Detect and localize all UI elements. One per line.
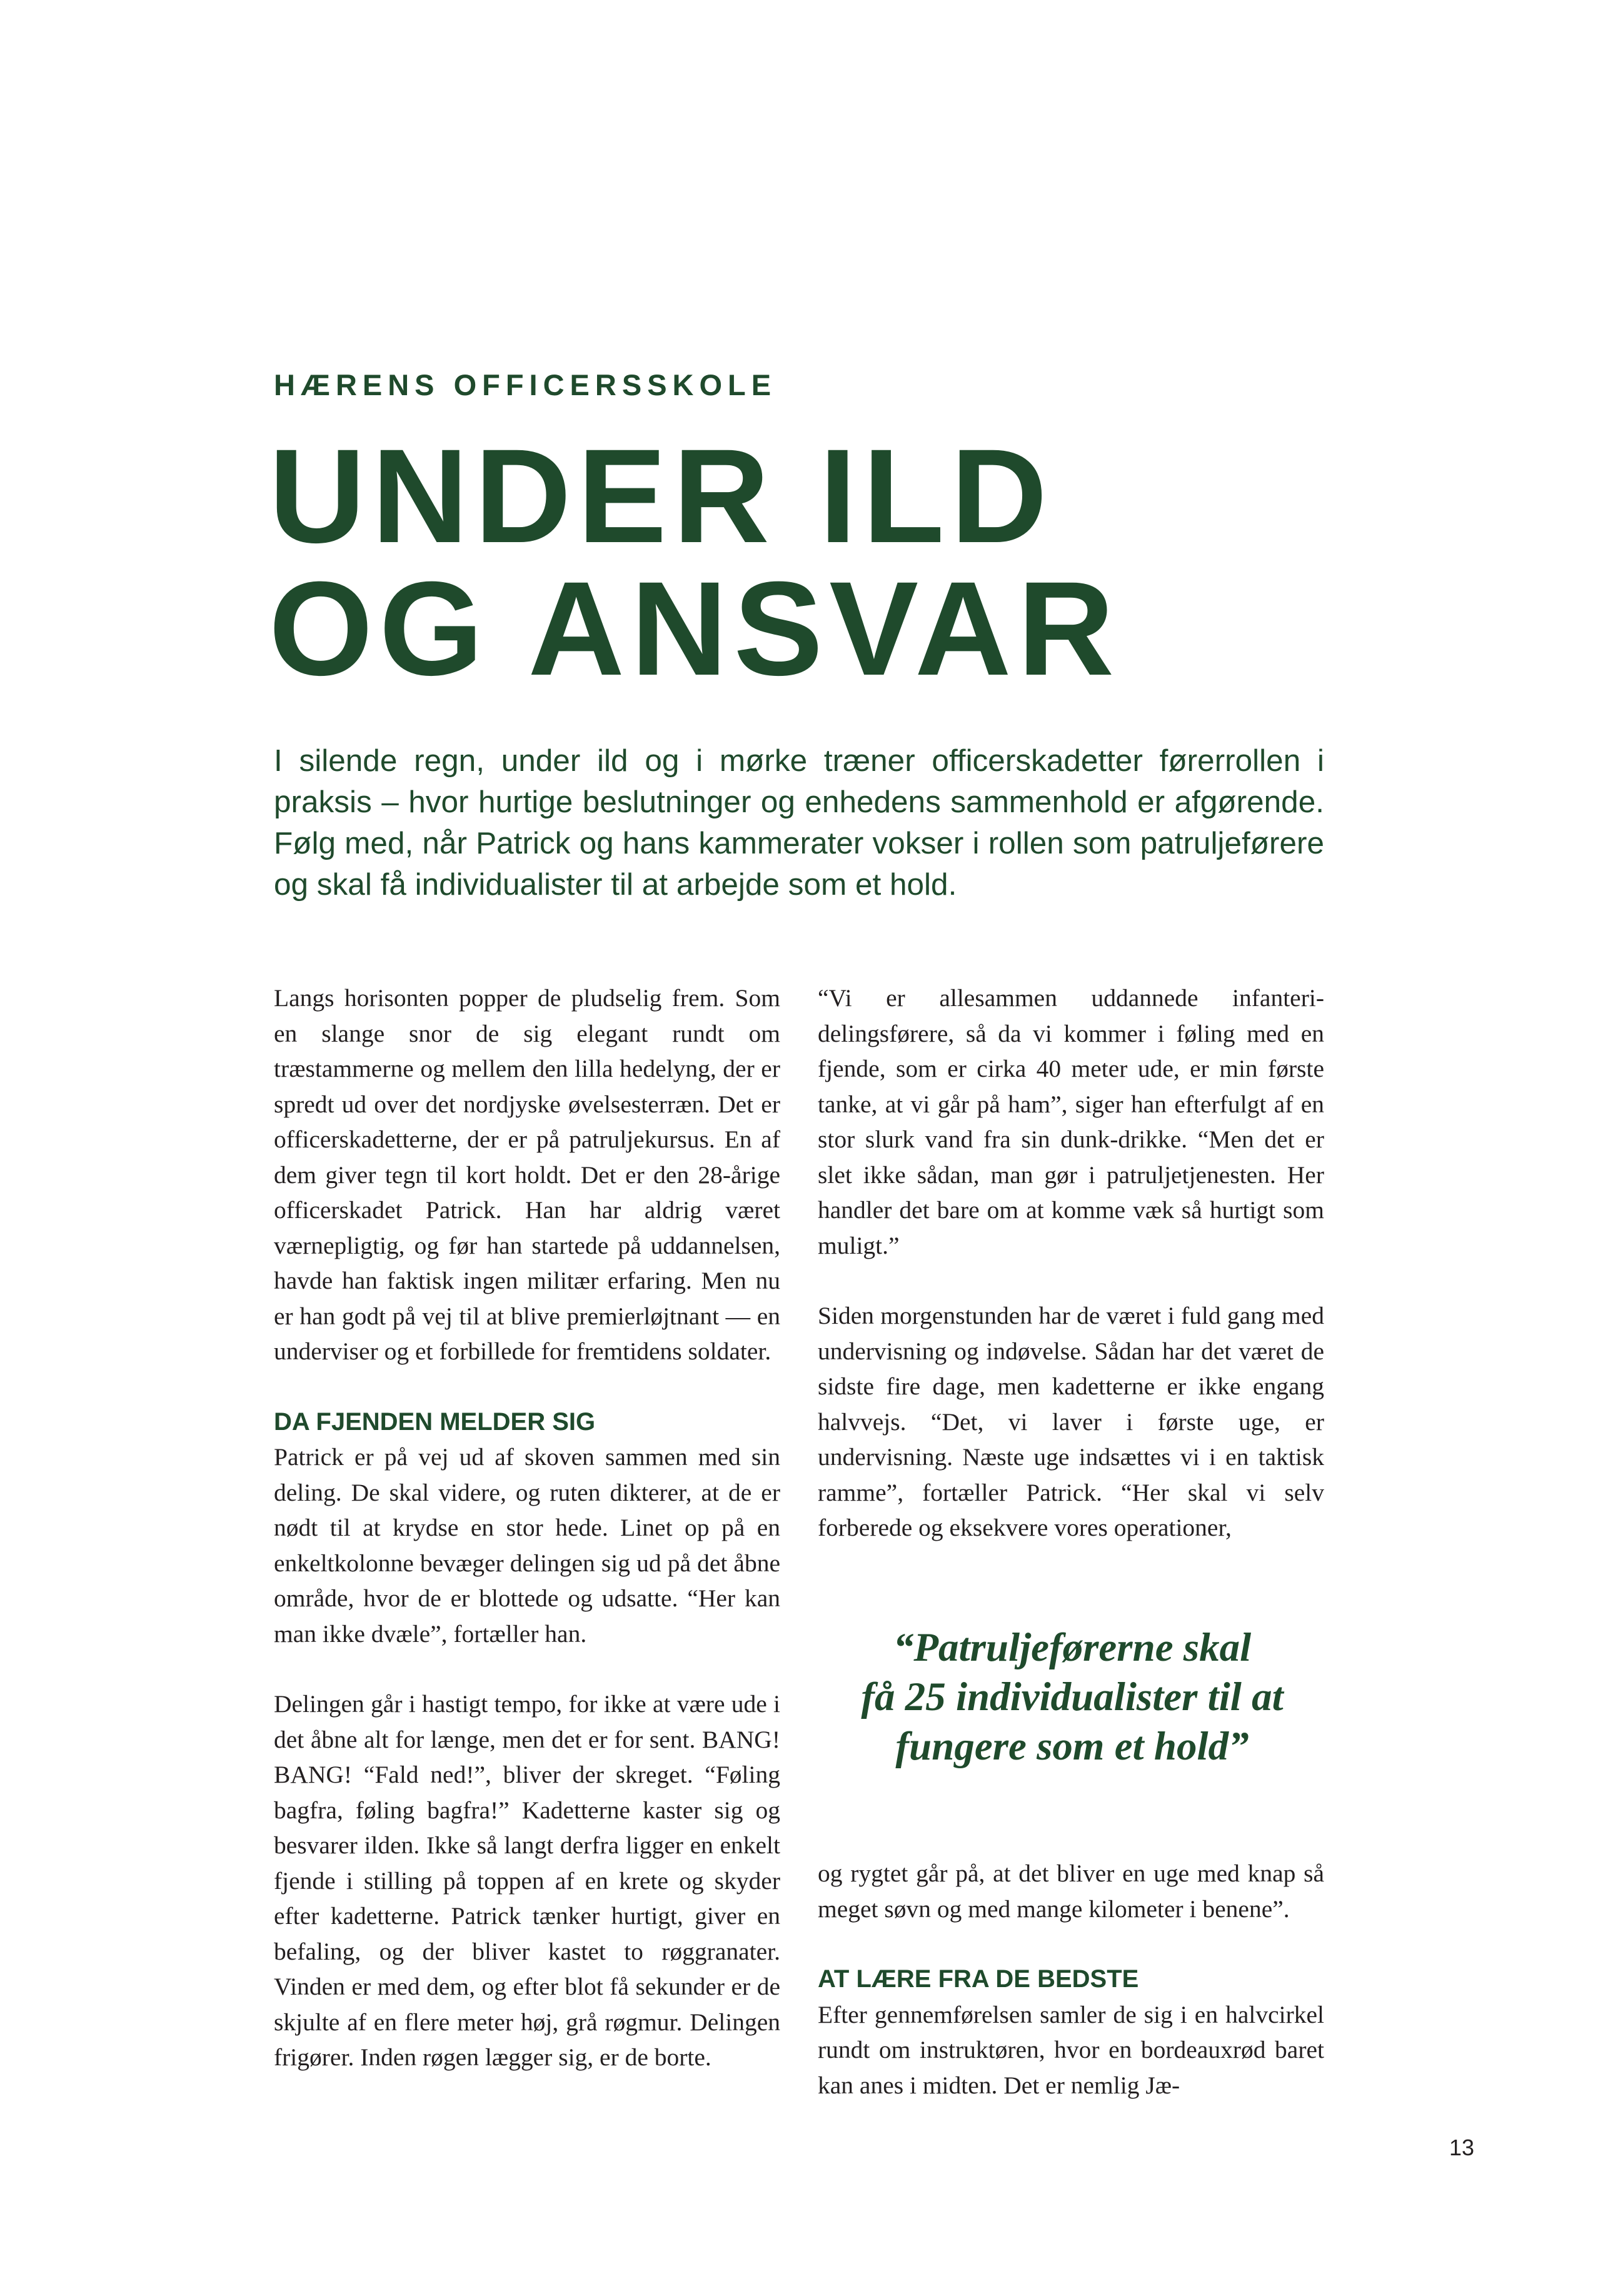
title-line-1: UNDER ILD (269, 421, 1054, 571)
body-paragraph: Delingen går i hastigt tempo, for ikke at være ude i det åbne alt for længe, men det er for sent. BANG! BANG! “Fald ned!”, bliver der skreget. “Føling bagfra, føling bagfra!” Kadetterne kaster sig og besvarer ilden. Ikke så langt derfra ligger en enkelt fjende i stilling på toppen af en krete og skyder efter kadetterne. Patrick tænker hurtigt, giver en befaling, og der bliver kastet to røggranater. Vinden er med dem, og efter blot få sekunder er de skjulte af en flere meter høj, grå røgmur. Delingen frigører. Inden røgen lægger sig, er de borte. (274, 1690, 780, 2071)
pull-quote-line: “Patruljeførerne skal (893, 1625, 1252, 1670)
body-paragraph: Langs horisonten popper de pludselig frem. Som en slange snor de sig elegant rundt om træstammerne og mellem den lilla hedelyng, der er spredt ud over det nordjyske øvelsesterræn. Det er officerskadetterne, der er på patruljekursus. En af dem giver tegn til kort holdt. Det er den 28-årige officerskadet Patrick. Han har aldrig været værnepligtig, og før han startede på uddannelsen, havde han faktisk ingen militær erfaring. Men nu er han godt på vej til at blive premierløjtnant — en underviser og et forbillede for fremtidens soldater. (274, 984, 780, 1365)
section-subheading: DA FJENDEN MELDER SIG (274, 1407, 596, 1436)
pull-quote (813, 1623, 1332, 1771)
body-paragraph: Patrick er på vej ud af skoven sammen med sin deling. De skal videre, og ruten dikterer, at de er nødt til at krydse en stor hede. Linet op på en enkeltkolonne bevæger delingen sig ud på det åbne område, hvor de er blottede og udsatte. “Her kan man ikke dvæle”, fortæller han. (274, 1443, 780, 1648)
right-column-continued (818, 1856, 1324, 2103)
pull-quote-line: få 25 individualister til at (861, 1674, 1284, 1719)
body-paragraph: og rygtet går på, at det bliver en uge med knap så meget søvn og med mange kilometer i benene”. (818, 1860, 1324, 1923)
body-paragraph: Siden morgenstunden har de været i fuld gang med undervisning og indøvelse. Sådan har det været de sidste fire dage, men kadetterne er ikke engang halvvejs. “Det, vi laver i første uge, er undervisning. Næste uge indsættes vi i en taktisk ramme”, fortæller Patrick. “Her skal vi selv forberede og eksekvere vores operationer, (818, 1302, 1324, 1541)
right-column (818, 980, 1324, 1546)
left-column (274, 980, 780, 2075)
pull-quote-line: fungere som et hold” (895, 1724, 1249, 1769)
title-line-2: OG ANSVAR (269, 554, 1121, 703)
page-number: 13 (1449, 2135, 1475, 2160)
article-title (269, 421, 1121, 703)
section-subheading: AT LÆRE FRA DE BEDSTE (818, 1965, 1139, 1993)
body-paragraph: Efter gennemførelsen samler de sig i en halvcirkel rundt om instruktøren, hvor en bordeauxrød baret kan anes i midten. Det er nemlig Jæ- (818, 2000, 1324, 2099)
lead-paragraph: I silende regn, under ild og i mørke træner officerskadetter førerrollen i praksis – hvor hurtige beslutninger og enhedens sammenhold er afgørende. Følg med, når Patrick og hans kammerater vokser i rollen som patruljeførere og skal få individualister til at arbejde som et hold. (274, 743, 1324, 902)
body-paragraph: “Vi er allesammen uddannede infanteri-delingsførere, så da vi kommer i føling med en fjende, som er cirka 40 meter ude, er min første tanke, at vi går på ham”, siger han efterfulgt af en stor slurk vand fra sin dunk-drikke. “Men det er slet ikke sådan, man gør i patruljetjenesten. Her handler det bare om at komme væk så hurtigt som muligt.” (818, 984, 1324, 1259)
kicker-label: HÆRENS OFFICERSSKOLE (274, 368, 777, 401)
